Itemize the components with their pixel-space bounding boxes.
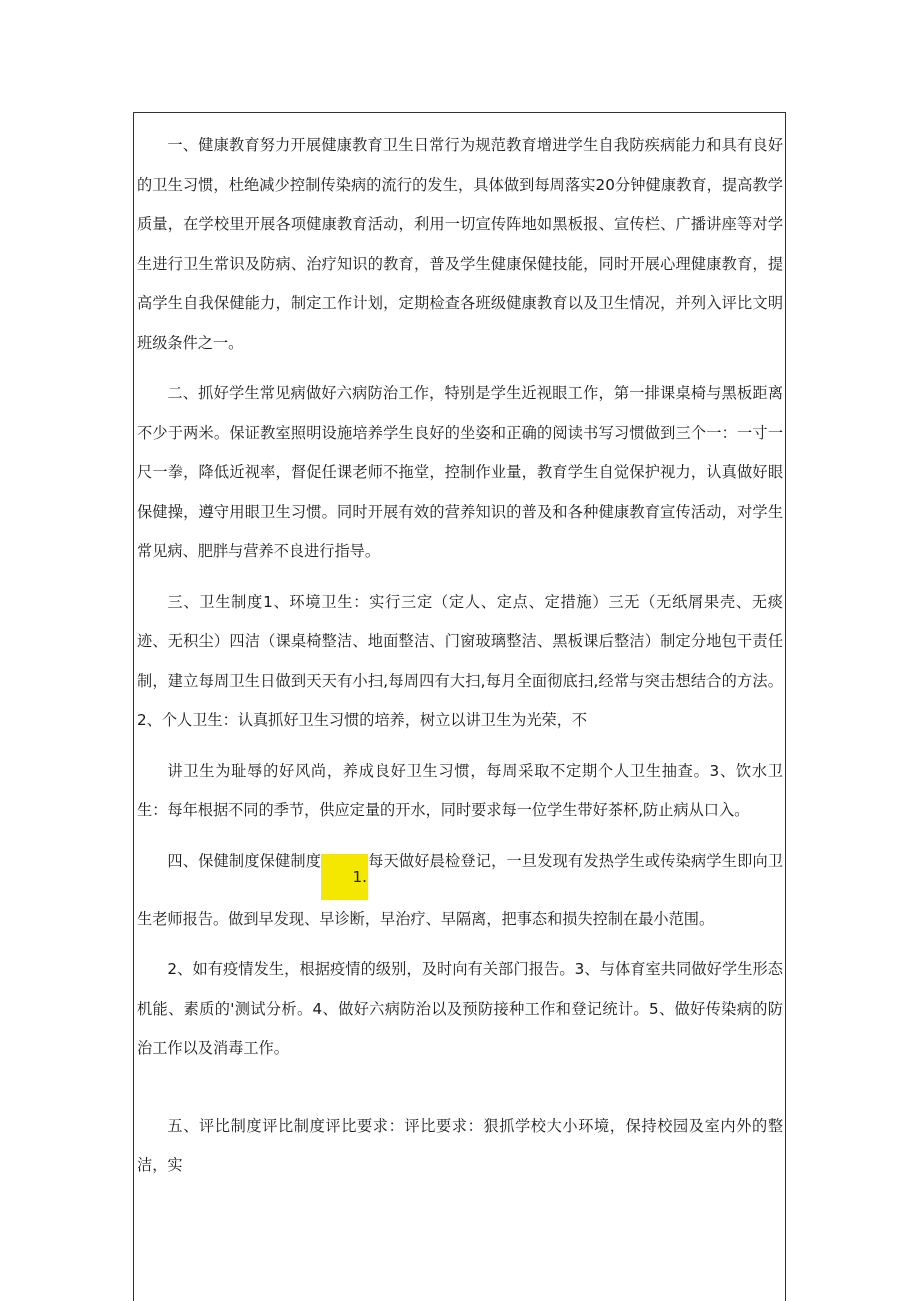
paragraph-healthcare-system xyxy=(137,842,783,940)
document-body xyxy=(137,126,783,1186)
paragraph-healthcare-lead: 四、保健制度保健制度 xyxy=(167,851,322,870)
paragraph-health-education: 一、健康教育努力开展健康教育卫生日常行为规范教育增进学生自我防疾病能力和具有良好的卫生习惯，杜绝减少控制传染病的流行的发生，具体做到每周落实20分钟健康教育，提高教学质量，在学校里开展各项健康教育活动，利用一切宣传阵地如黑板报、宣传栏、广播讲座等对学生进行卫生常识及防病、治疗知识的教育，普及学生健康保健技能，同时开展心理健康教育，提高学生自我保健能力，制定工作计划，定期检查各班级健康教育以及卫生情况，并列入评比文明班级条件之一。 xyxy=(137,136,783,352)
paragraph-disease-prevention: 二、抓好学生常见病做好六病防治工作，特别是学生近视眼工作，第一排课桌椅与黑板距离不少于两米。保证教室照明设施培养学生良好的坐姿和正确的阅读书写习惯做到三个一：一寸一尺一拳，降低近视率，督促任课老师不拖堂，控制作业量，教育学生自觉保护视力，认真做好眼保健操，遵守用眼卫生习惯。同时开展有效的营养知识的普及和各种健康教育宣传活动，对学生常见病、肥胖与营养不良进行指导。 xyxy=(137,384,783,560)
paragraph-hygiene-continued: 讲卫生为耻辱的好风尚，养成良好卫生习惯，每周采取不定期个人卫生抽查。3、饮水卫生：每年根据不同的季节，供应定量的开水，同时要求每一位学生带好茶杯,防止病从口入。 xyxy=(137,761,783,819)
paragraph-evaluation-system: 五、评比制度评比制度评比要求：评比要求：狠抓学校大小环境，保持校园及室内外的整洁，实 xyxy=(137,1116,783,1174)
paragraph-hygiene-system: 三、卫生制度1、环境卫生：实行三定（定人、定点、定措施）三无（无纸屑果壳、无痰迹、无积尘）四洁（课桌椅整洁、地面整洁、门窗玻璃整洁、黑板课后整洁）制定分地包干责任制，建立每周卫生日做到天天有小扫,每周四有大扫,每月全面彻底扫,经常与突击想结合的方法。2、个人卫生：认真抓好卫生习惯的培养，树立以讲卫生为光荣，不 xyxy=(137,592,783,729)
paragraph-healthcare-rest: 每天做好晨检登记，一旦发现有发热学生或传染病学生即向卫生老师报告。做到早发现、早诊断，早治疗、早隔离，把事态和损失控制在最小范围。 xyxy=(137,851,784,928)
highlighted-text: 1. xyxy=(321,854,368,900)
paragraph-epidemic-report: 2、如有疫情发生，根据疫情的级别，及时向有关部门报告。3、与体育室共同做好学生形态机能、素质的'测试分析。4、做好六病防治以及预防接种工作和登记统计。5、做好传染病的防治工作以及消毒工作。 xyxy=(137,960,783,1057)
